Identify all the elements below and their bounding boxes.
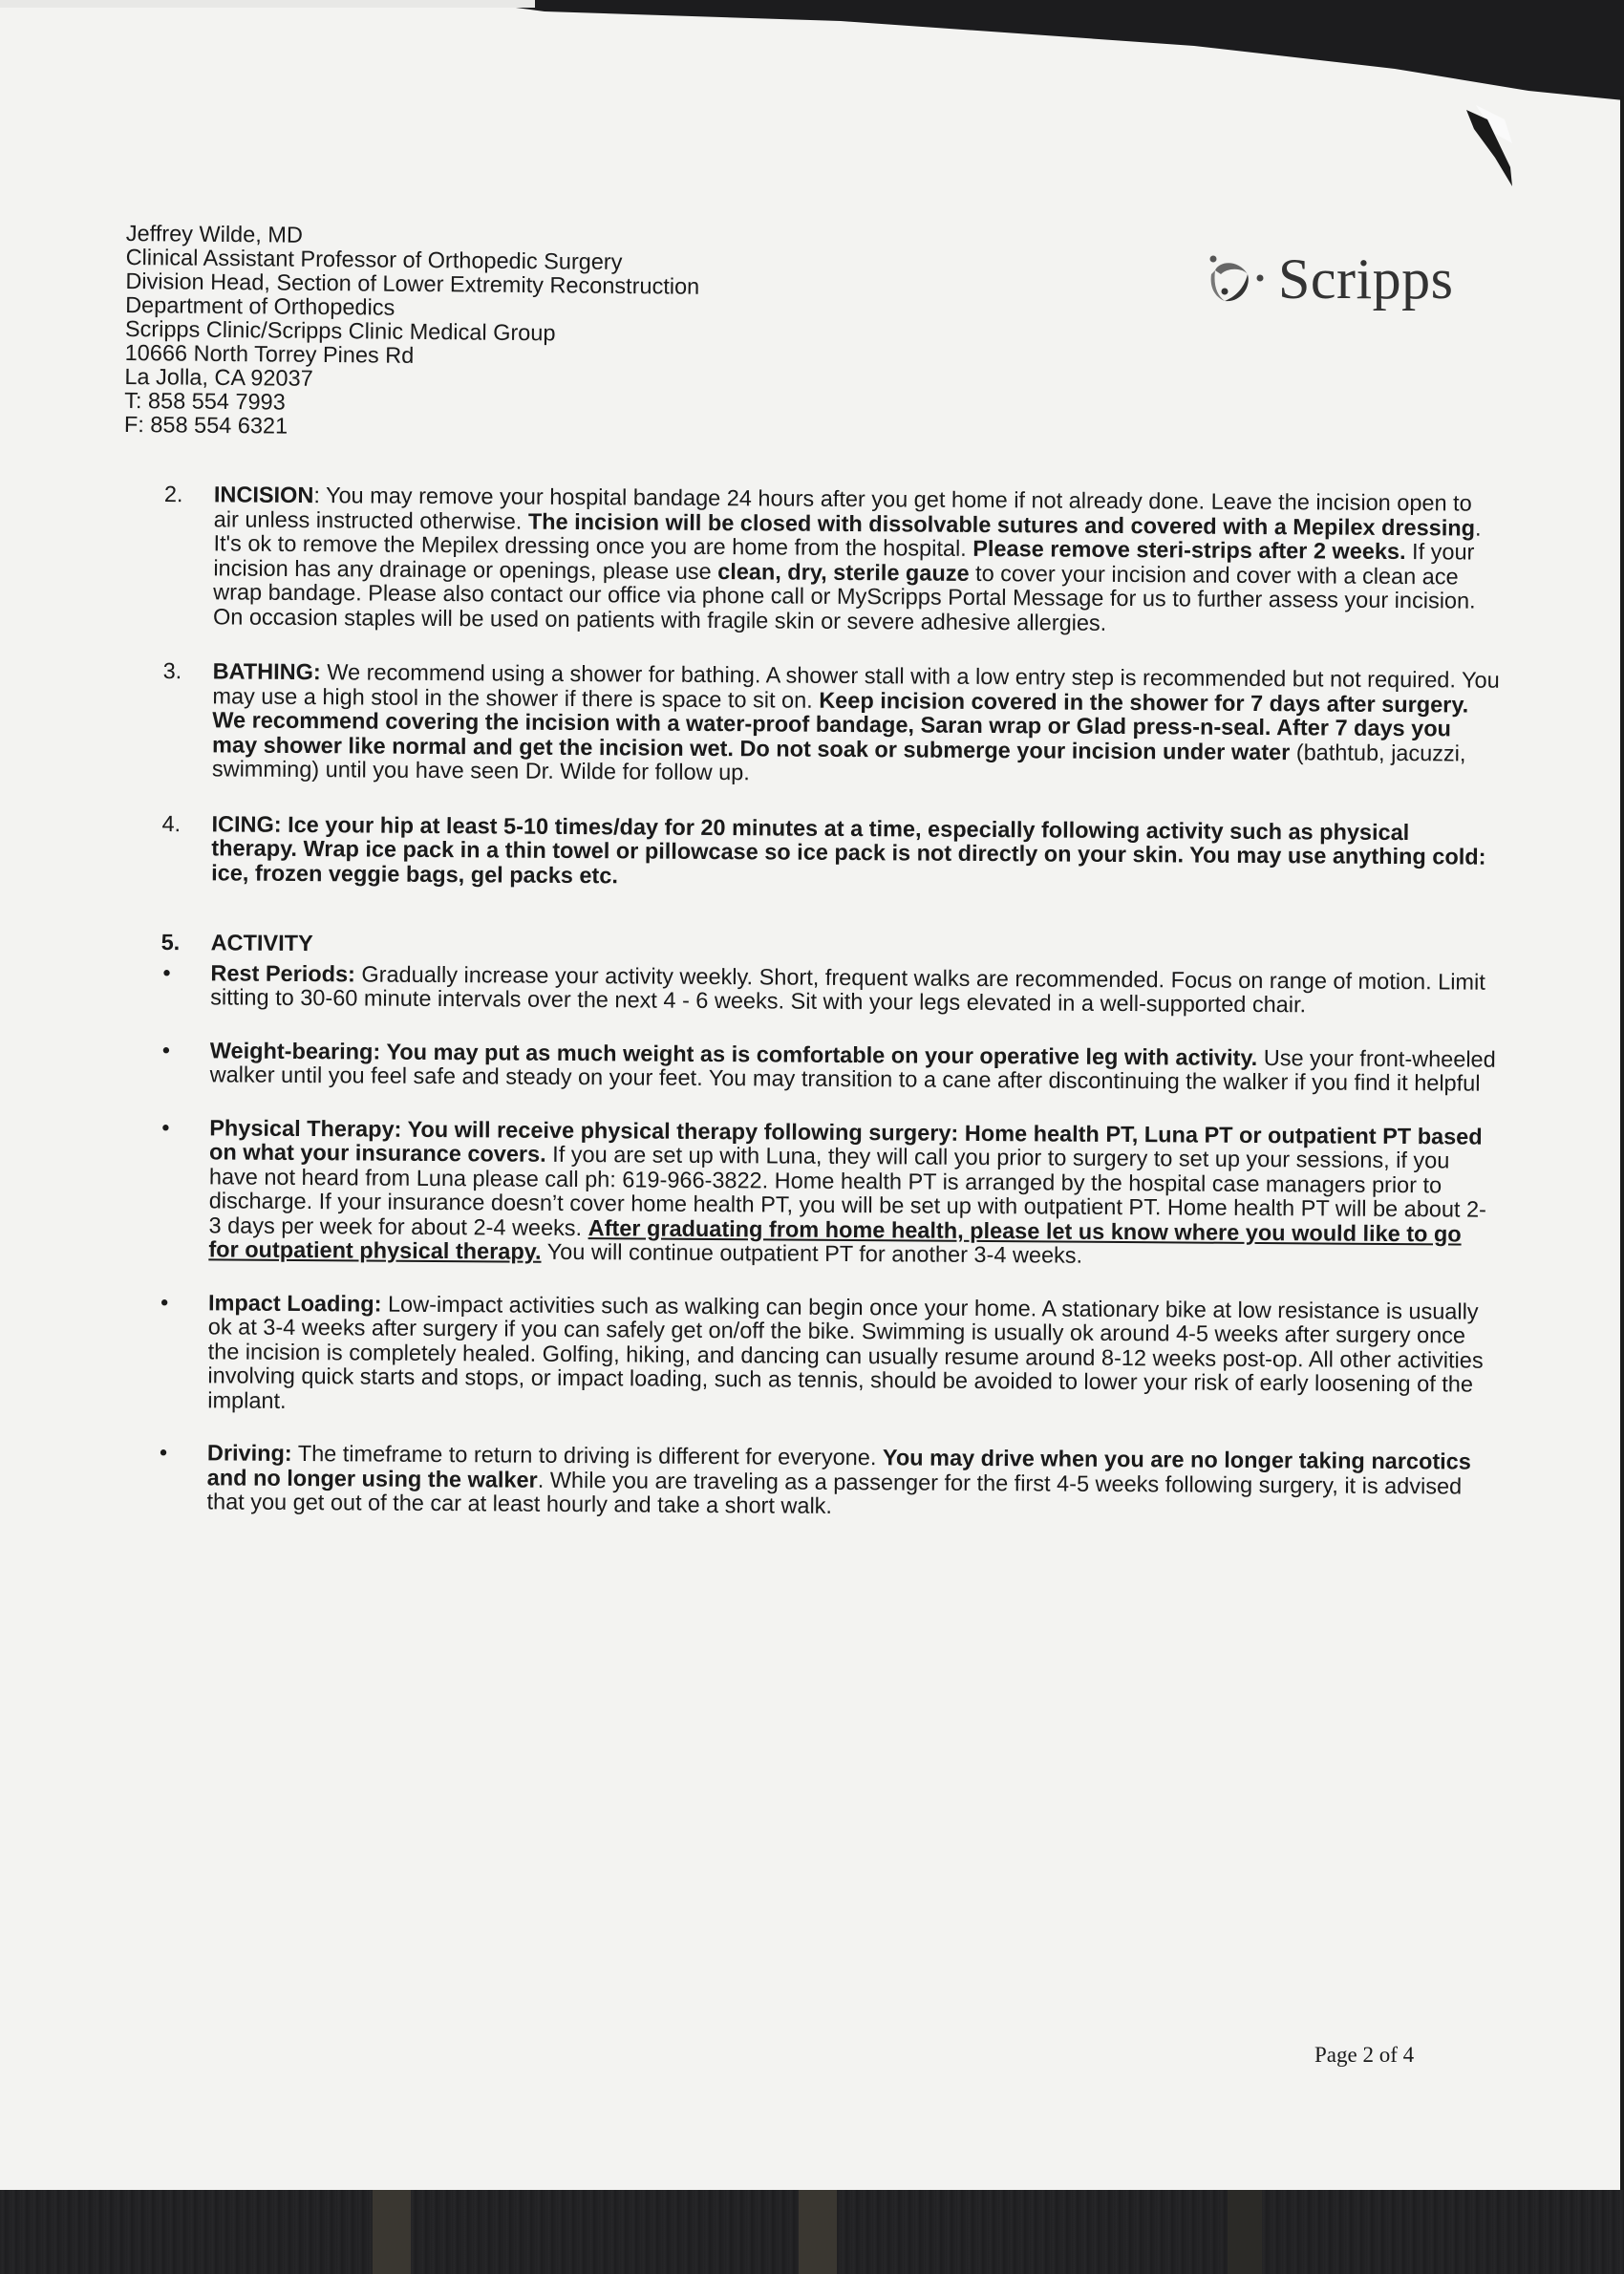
bullet-title: Driving: [206,1440,292,1466]
address-city: La Jolla, CA 92037 [124,363,313,391]
scan-dark-border-top [0,0,1624,105]
scan-edge [0,0,535,8]
scan-dark-border-bottom [0,2190,1624,2274]
scan-band [373,2190,411,2274]
bullet-icon: • [160,1289,169,1315]
section-emphasis: The incision will be closed with dissolvable sutures and covered with a Mepilex dressing [527,508,1476,541]
bullet-text: Use your front-wheeled walker until you feel safe and steady on your feet. You may transition to a cane after discontinuing the walker if you find it helpful [209,1044,1496,1096]
bullet-text: . While you are traveling as a passenger for the first 4-5 weeks following surgery, it is advised that you get out of the car at least hourly and take a short walk. [206,1467,1463,1518]
section-incision [163,483,1502,638]
section-emphasis: Keep incision covered in the shower for 7 days after surgery. We recommend covering the incision with a water-proof bandage, Saran wrap or Glad press-n-seal. After 7 days you may shower like normal and get the incision wet. Do not soak or submerge your incision under water [211,687,1469,764]
scripps-swirl-icon [1206,249,1267,311]
scan-dark-border-right [1620,96,1624,2198]
section-text: If your incision has any drainage or openings, please use [213,539,1475,584]
section-icing [161,811,1499,893]
section-emphasis: Please remove steri-strips after 2 weeks. [972,535,1406,565]
bullet-rest-periods [164,961,1498,1019]
bullet-title: Weight-bearing: You may put as much weight as is comfortable on your operative leg with activity. [209,1037,1258,1070]
bullet-text: The timeframe to return to driving is different for everyone. [291,1440,884,1470]
department: Department of Orthopedics [125,291,395,320]
bullet-text: Gradually increase your activity weekly. Short, frequent walks are recommended. Focus on range of motion. Limit sitting to 30-60 minute intervals over the next 4 - 6 weeks. Sit with your legs elevated in a well-supported chair. [210,960,1485,1018]
section-text: to cover your incision and cover with a clean ace wrap bandage. Please also contact our office via phone call or MyScripps Portal Message for us to further assess your incision. On occasion staples will be used on patients with fragile skin or severe adhesive allergies. [212,560,1476,635]
section-emphasis: clean, dry, sterile gauze [717,558,970,586]
scripps-logo [1206,247,1454,312]
bullet-text: If you are set up with Luna, they will call you prior to surgery to set up your sessions, if you have not heard from Luna please call ph: 619-966-3822. Home health PT is arranged by the hospital case managers prior to discharge. If your insurance doesn’t cover home health PT, you will be set up with outpatient PT. Home health PT will be about 2-3 days per week for about 2-4 weeks. [208,1141,1487,1240]
section-number: 2. [163,482,183,507]
section-text: ICING: Ice your hip at least 5-10 times/day for 20 minutes at a time, especially following activity such as physical therapy. Wrap ice pack in a thin towel or pillowcase so ice pack is not directly on your skin. You may use anything cold: ice, frozen veggie bags, gel packs etc. [211,810,1486,888]
bullet-title: Impact Loading: [207,1289,382,1317]
phone: T: 858 554 7993 [124,387,286,415]
bullet-physical-therapy [162,1116,1497,1272]
section-bathing [162,659,1501,790]
bullet-title: Rest Periods: [210,959,356,986]
bullet-title: Physical Therapy: You will receive physical therapy following surgery: Home health PT, Luna PT or outpatient PT based on what your insurance covers. [209,1114,1483,1167]
fax: F: 858 554 6321 [123,411,288,439]
bullet-underlined-emphasis: After graduating from home health, please let us know where you would like to go for outpatient physical therapy. [208,1214,1462,1264]
bullet-icon: • [161,1037,171,1062]
section-activity-title [161,931,1499,964]
instructions-body [157,483,1502,1552]
section-number: 4. [161,810,182,836]
physician-division: Division Head, Section of Lower Extremity Reconstruction [125,268,700,299]
bullet-icon: • [162,959,171,985]
section-text: . It's ok to remove the Mepilex dressing once you are home from the hospital. [213,515,1482,561]
section-number: 5. [160,929,181,955]
scripps-wordmark: Scripps [1278,247,1454,311]
physician-name: Jeffrey Wilde, MD [125,221,304,247]
bullet-icon: • [159,1439,168,1466]
physician-title: Clinical Assistant Professor of Orthopedic Surgery [125,244,623,274]
section-text: (bathtub, jacuzzi, swimming) until you have seen Dr. Wilde for follow up. [211,739,1466,785]
bullet-weight-bearing [161,1037,1498,1097]
organization: Scripps Clinic/Scripps Clinic Medical Group [124,315,556,346]
section-text: : You may remove your hospital bandage 24 hours after you get home if not already done. Leave the incision open to air unless instructed otherwise. [213,483,1472,534]
scan-band [1228,2190,1262,2274]
bullet-driving [160,1441,1495,1523]
bullet-impact-loading [161,1291,1496,1422]
address-street: 10666 North Torrey Pines Rd [124,339,415,368]
letterhead [124,222,700,442]
bullet-emphasis: You may drive when you are no longer taking narcotics and no longer using the walker [206,1445,1471,1492]
bullet-text: Low-impact activities such as walking can begin once your home. A stationary bike at low resistance is usually ok at 3-4 weeks after surgery if you can safely get on/off the bike. Swimming is usually ok around 4-5 weeks after surgery once the incision is completely healed. Golfing, hiking, and dancing can usually resume around 8-12 weeks post-op. All other activities involving quick starts and stops, or impact loading, such as tennis, should be avoided to lower your risk of early loosening of the implant. [207,1291,1484,1413]
bullet-icon: • [161,1114,170,1140]
page-number: Page 2 of 4 [1314,2043,1415,2067]
section-number: 3. [162,657,182,684]
scan-band [799,2190,837,2274]
section-text: We recommend using a shower for bathing. A shower stall with a low entry step is recommended but not required. You may use a high stool in the shower if there is space to sit on. [212,659,1500,713]
section-title: INCISION [213,482,314,508]
section-title: ACTIVITY [210,930,313,956]
bullet-text: You will continue outpatient PT for another 3-4 weeks. [541,1238,1083,1268]
section-title: BATHING: [212,658,321,685]
